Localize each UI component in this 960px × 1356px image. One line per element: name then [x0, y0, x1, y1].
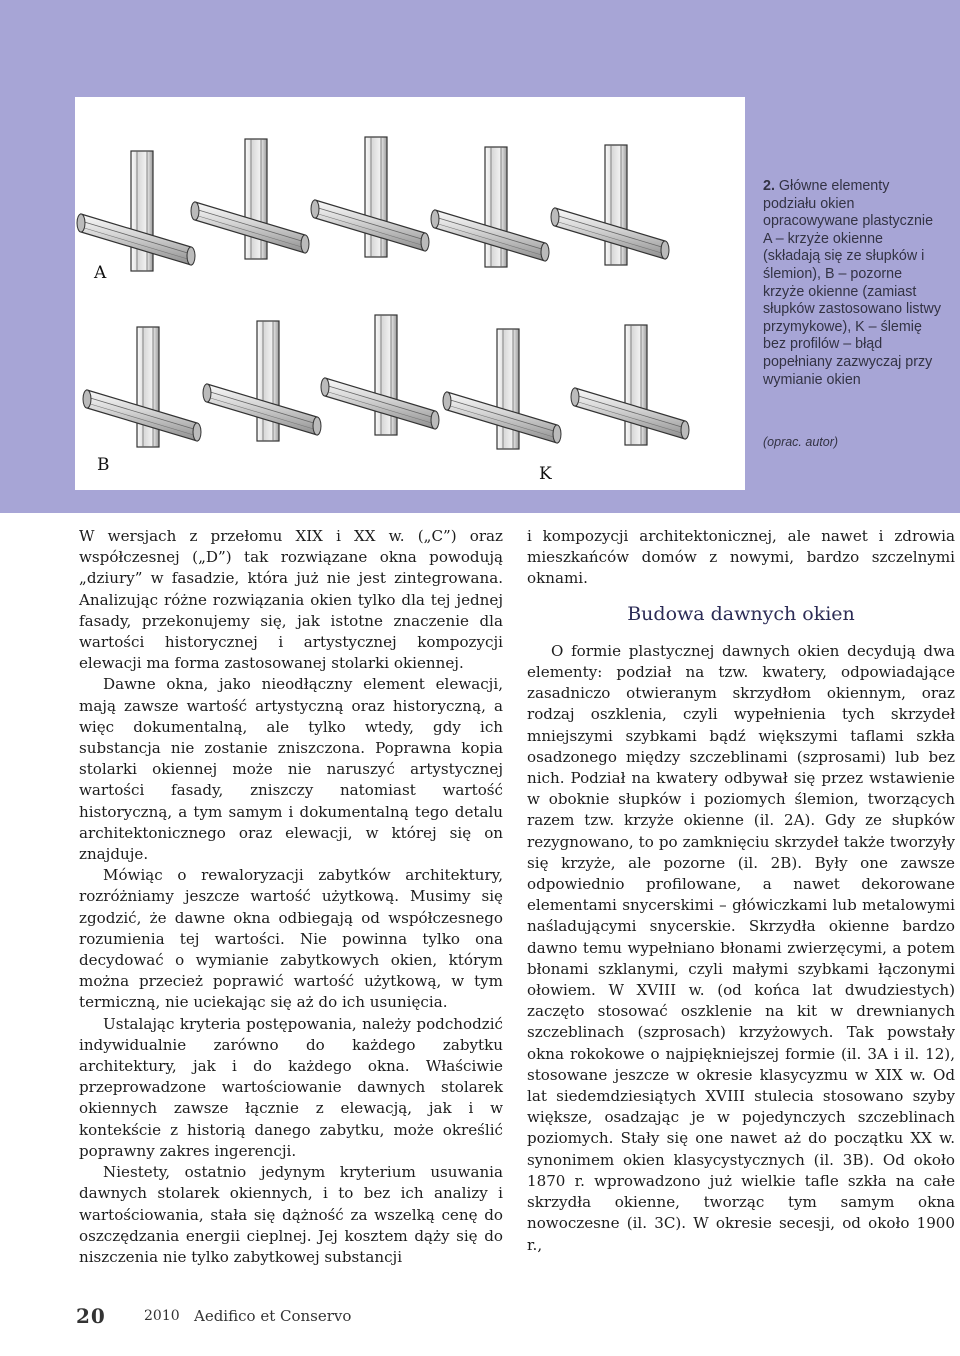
caption-text: Główne elementy podziału okien opracowywane plastycznie A – krzyże okienne (składają się ze słupków i ślemion), B – pozorne krzyże okienne (zamiast słupków zastosowano listwy przymykowe), K – ślemię bez profilów – błąd popełniany zazwyczaj przy wymianie okien — [763, 178, 941, 388]
paragraph: Niestety, ostatnio jedynym kryterium usuwania dawnych stolarek okiennych, i to bez ich analizy i wartościowania, stała się dążność za wszelką cenę do oszczędzania energii cieplnej. Jej kosztem dąży się do niszczenia nie tylko zabytkowej substancji — [79, 1163, 503, 1266]
label-k: K — [539, 464, 552, 484]
paragraph: O formie plastycznej dawnych okien decydują dwa elementy: podział na tzw. kwatery, odpowiadające zasadniczo otwieranym skrzydłom okiennym, oraz rodzaj oszklenia, czyli wypełnienia tych skrzydeł mniejszymi szybkami bądź większymi taflami szkła osadzonego między szczeblinami (szprosami) lub bez nich. Podział na kwatery odbywał się przez wstawienie w obokniе słupków i poziomych ślemion, tworzących razem tzw. krzyże okienne (il. 2A). Gdy ze słupków rezygnowano, to po zamknięciu skrzydeł także tworzyły się krzyże, ale pozorne (il. 2B). Były one zawsze odpowiednio profilowane, a nawet dekorowane elementami snycerskimi – główiczkami lub metalowymi naśladującymi snycerskie. Skrzydła okienne bardzo dawno temu wypełniano błonami zwierzęcymi, a potem błonami szklanymi, czyli małymi szybkami łączonymi ołowiem. W XVIII w. (od końca lat dwudziestych) zaczęto stosować oszklenie na kit w drewnianych szczeblinach (szprosach) krzyżowych. Tak powstały okna rokokowe o najpiękniejszej formie (il. 3A i il. 12), stosowane jeszcze w okresie klasycyzmu w XIX w. Od lat siedemdziesiątych XVIII stulecia stosowano szyby większe, osadzając je w pojedynczych szczeblinach poziomych. Stały się one nawet aż do początku XX w. synonimem okien klasycystycznych (il. 3B). Od około 1870 r. wprowadzono już wielkie tafle szkła na całe skrzydła okienne, tworząc tym samym okna nowoczesne (il. 3C). W okresie secesji, od około 1900 r., — [527, 641, 955, 1254]
label-a: A — [94, 263, 107, 283]
caption-source: (oprac. autor) — [763, 435, 839, 449]
paragraph: Ustalając kryteria postępowania, należy podchodzić indywidualnie zarówno do każdego zabytku architektury, jak i do każdego okna. Właściwie przeprowadzone wartościowanie dawnych stolarek okiennych zawsze łącznie z elewacją, jak i w kontekście z historią danego zabytku, może określić poprawny zakres ingerencji. — [79, 1014, 503, 1160]
figure-window-crosses — [75, 97, 745, 490]
paragraph: Dawne okna, jako nieodłączny element elewacji, mają zawsze wartość artystyczną oraz historyczną, a więc dokumentalną, ale tylko wtedy, gdy ich substancja nie zostanie zniszczona. Poprawna kopia stolarki okiennej może nie naruszyć artystycznej wartości fasady, zniszczy natomiast wartość historyczną, a tym samym i dokumentalną tego detalu architektonicznego oraz elewacji, w której się on znajduje. — [79, 675, 503, 864]
illustration-window-mullions — [75, 97, 745, 490]
right-column — [527, 526, 955, 1256]
paragraph: W wersjach z przełomu XIX i XX w. („C”) oraz współczesnej („D”) tak rozwiązane okna powodują „dziury” w fasadzie, która już nie jest zintegrowana. Analizując różne rozwiązania okien tylko dla tej jednej fasady, przekonujemy się, jak istotne znaczenie dla wartości historycznej i artystycznej kompozycji elewacji ma forma zastosowanej stolarki okiennej. — [79, 527, 503, 673]
left-column — [79, 526, 503, 1268]
caption-number: 2. — [763, 178, 775, 194]
paragraph: Mówiąc o rewaloryzacji zabytków architektury, rozróżniamy jeszcze wartość użytkową. Musimy się zgodzić, że dawne okna odbiegają od współczesnego rozumienia tej wartości. Nie powinna tylko ona decydować o wymianie zabytkowych okien, którym można przecież poprawić wartość użytkową, w tym termiczną, nie uciekając się aż do ich usunięcia. — [79, 866, 503, 1012]
section-heading: Budowa dawnych okien — [627, 602, 855, 625]
figure-caption — [763, 178, 943, 449]
footer-journal: Aedifico et Conservo — [194, 1307, 352, 1325]
paragraph: i kompozycji architektonicznej, ale nawet i zdrowia mieszkańców domów z nowymi, bardzo szczelnymi oknami. — [527, 527, 955, 588]
page-number: 20 — [76, 1304, 106, 1328]
footer-year: 2010 — [144, 1308, 180, 1324]
label-b: B — [97, 455, 110, 475]
